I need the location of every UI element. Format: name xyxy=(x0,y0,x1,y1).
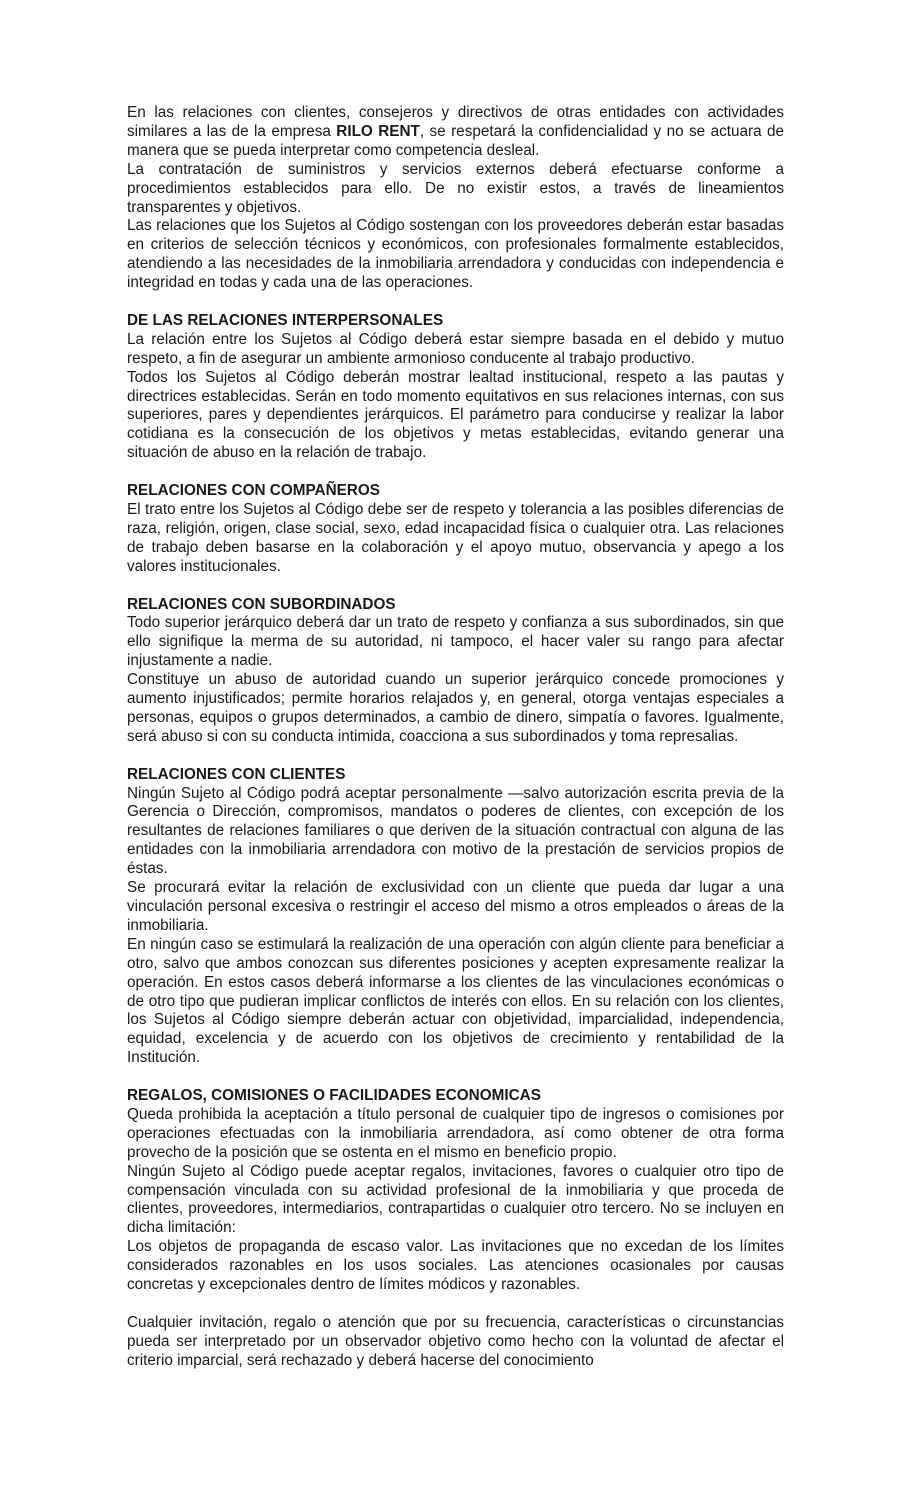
intro-text-before: En las relaciones con clientes, consejeros y directivos de otras entidades con actividades similares a las de la empresa xyxy=(127,104,784,140)
subordinados-paragraph-2: Constituye un abuso de autoridad cuando un superior jerárquico concede promociones y aumento injustificados; permite horarios relajados y, en general, otorga ventajas especiales a personas, equipos o grupos determinados, a cambio de dinero, simpatía o favores. Igualmente, será abuso si con su conducta intimida, coacciona a sus subordinados y toma represalias. xyxy=(127,671,784,745)
regalos-paragraph-1: Queda prohibida la aceptación a título personal de cualquier tipo de ingresos o comisiones por operaciones efectuadas con la inmobiliaria arrendadora, así como obtener de otra forma provecho de la posición que se ostenta en el mismo en beneficio propio. xyxy=(127,1105,784,1161)
paragraph-spacer xyxy=(127,1295,784,1314)
intro-paragraph-1 xyxy=(127,104,784,161)
regalos-paragraph-4: Cualquier invitación, regalo o atención que por su frecuencia, características o circunstancias pueda ser interpretado por un observador objetivo como hecho con la voluntad de afectar el criterio imparcial, será rechazado y deberá hacerse del conocimiento xyxy=(127,1313,784,1369)
intro-text-after: , se respetará la confidencialidad y no se actuara de manera que se pueda interpretar como competencia desleal. xyxy=(127,122,785,159)
regalos-paragraph-2: Ningún Sujeto al Código puede aceptar regalos, invitaciones, favores o cualquier otro tipo de compensación vinculada con su actividad profesional de la inmobiliaria y que proceda de clientes, proveedores, intermediarios, contrapartidas o cualquier otro tercero. No se incluyen en dicha limitación: xyxy=(127,1162,784,1237)
subordinados-section xyxy=(127,596,784,747)
intro-paragraph-2: La contratación de suministros y servicios externos deberá efectuarse conforme a procedimientos establecidos para ello. De no existir estos, a través de lineamientos transparentes y objetivos. xyxy=(127,160,784,216)
clientes-section xyxy=(127,766,784,1069)
regalos-section xyxy=(127,1087,784,1371)
company-name: RILO RENT xyxy=(336,122,420,140)
intro-paragraph-3: Las relaciones que los Sujetos al Código sostengan con los proveedores deberán estar basadas en criterios de selección técnicos y económicos, con profesionales formalmente establecidos, atendiendo a las necesidades de la inmobiliaria arrendadora y conducidas con independencia e integridad en todas y cada una de las operaciones. xyxy=(127,217,784,292)
interpersonal-paragraph-2: Todos los Sujetos al Código deberán mostrar lealtad institucional, respeto a las pautas y directrices establecidas. Serán en todo momento equitativos en sus relaciones internas, con sus superiores, pares y dependientes jerárquicos. El parámetro para conducirse y realizar la labor cotidiana es la consecución de los objetivos y metas establecidas, evitando generar una situación de abuso en la relación de trabajo. xyxy=(127,368,784,462)
interpersonal-paragraph-1: La relación entre los Sujetos al Código deberá estar siempre basada en el debido y mutuo respeto, a fin de asegurar un ambiente armonioso conducente al trabajo productivo. xyxy=(127,330,784,367)
clientes-paragraph-2: Se procurará evitar la relación de exclusividad con un cliente que pueda dar lugar a una vinculación personal excesiva o restringir el acceso del mismo a otros empleados o áreas de la inmobiliaria. xyxy=(127,879,784,934)
regalos-paragraph-3: Los objetos de propaganda de escaso valor. Las invitaciones que no excedan de los límites considerados razonables en los usos sociales. Las atenciones ocasionales por causas concretas y excepcionales dentro de límites módicos y razonables. xyxy=(127,1238,784,1294)
subordinados-paragraph-1: Todo superior jerárquico deberá dar un trato de respeto y confianza a sus subordinados, sin que ello signifique la merma de su autoridad, ni tampoco, el hacer valer su rango para afectar injustamente a nadie. xyxy=(127,614,784,670)
regalos-heading: REGALOS, COMISIONES O FACILIDADES ECONOMICAS xyxy=(127,1087,541,1105)
interpersonal-heading: DE LAS RELACIONES INTERPERSONALES xyxy=(127,311,444,329)
document-page xyxy=(127,104,784,1371)
clientes-heading: RELACIONES CON CLIENTES xyxy=(127,765,346,783)
companeros-section xyxy=(127,482,784,577)
companeros-heading: RELACIONES CON COMPAÑEROS xyxy=(127,482,380,500)
clientes-paragraph-3: En ningún caso se estimulará la realización de una operación con algún cliente para beneficiar a otro, salvo que ambos conozcan sus diferentes posiciones y acepten expresamente realizar la operación. En estos casos deberá informarse a los clientes de las vinculaciones económicas o de otro tipo que pudieran implicar conflictos de interés con ellos. En su relación con los clientes, los Sujetos al Código siempre deberán actuar con objetividad, imparcialidad, independencia, equidad, excelencia y de acuerdo con los objetivos de crecimiento y rentabilidad de la Institución. xyxy=(127,935,784,1067)
intro-section xyxy=(127,104,784,293)
clientes-paragraph-1: Ningún Sujeto al Código podrá aceptar personalmente —salvo autorización escrita previa de la Gerencia o Dirección, compromisos, mandatos o poderes de clientes, con excepción de los resultantes de relaciones familiares o que deriven de la situación contractual con alguna de las entidades con la inmobiliaria arrendadora con motivo de la prestación de servicios propios de éstas. xyxy=(127,784,784,878)
companeros-paragraph-1: El trato entre los Sujetos al Código debe ser de respeto y tolerancia a las posibles diferencias de raza, religión, origen, clase social, sexo, edad incapacidad física o cualquier otra. Las relaciones de trabajo deben basarse en la colaboración y el apoyo mutuo, observancia y apego a los valores institucionales. xyxy=(127,501,784,575)
interpersonal-section xyxy=(127,312,784,463)
subordinados-heading: RELACIONES CON SUBORDINADOS xyxy=(127,595,396,613)
